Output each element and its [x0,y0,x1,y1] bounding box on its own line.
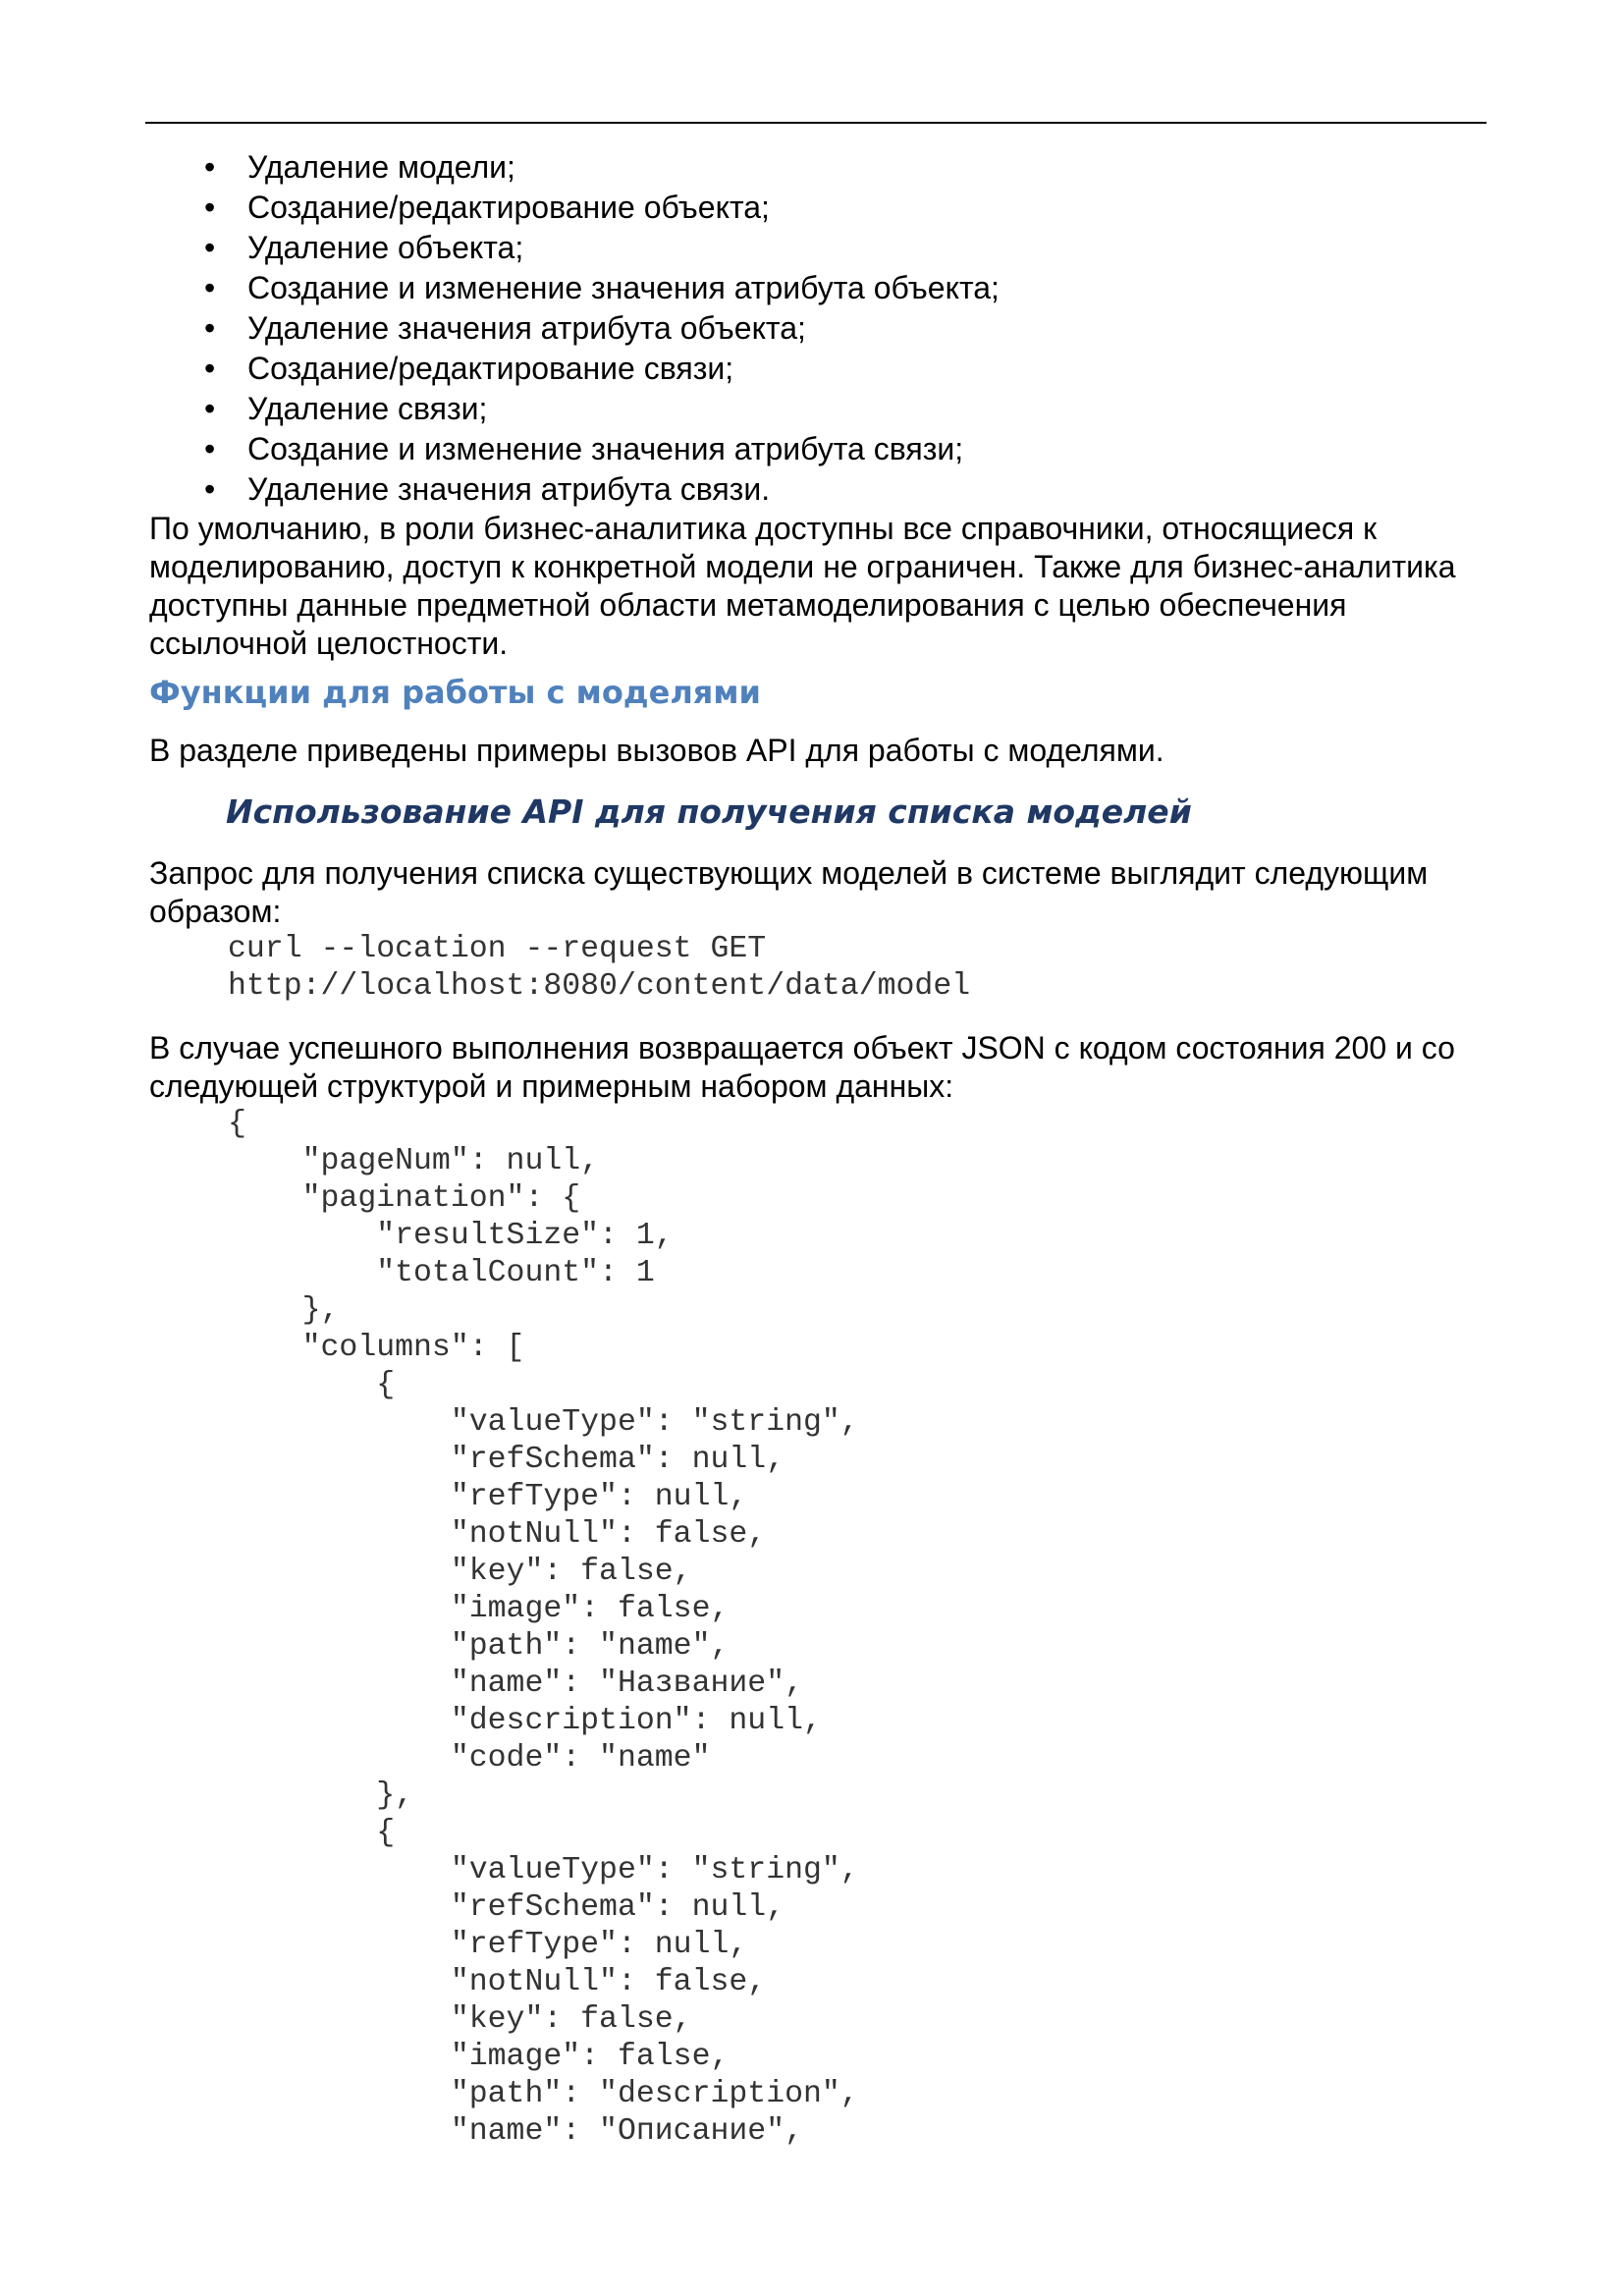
list-item: • Удаление значения атрибута связи. [149,469,1487,510]
list-item: • Создание/редактирование связи; [149,349,1487,389]
list-item: • Удаление объекта; [149,228,1487,268]
bullet-icon: • [204,351,216,386]
bullet-icon: • [204,391,216,426]
section-intro-paragraph: В разделе приведены примеры вызовов API для работы с моделями. [149,733,1164,768]
bullet-icon: • [204,310,216,346]
request-code-block: curl --location --request GET http://localhost:8080/content/data/model [228,932,971,1004]
list-item: • Создание и изменение значения атрибута объекта; [149,268,1487,308]
request-description-paragraph: Запрос для получения списка существующих моделей в системе выглядит следующим образом: [149,855,1429,929]
list-item: • Создание/редактирование объекта; [149,188,1487,228]
default-access-paragraph: По умолчанию, в роли бизнес-аналитика доступны все справочники, относящиеся к моделированию, доступ к конкретной модели не ограничен. Также для бизнес-аналитика доступны данные предметной области метамоделирования с целью обеспечения ссылочной целостности. [149,511,1456,661]
response-description-paragraph: В случае успешного выполнения возвращается объект JSON с кодом состояния 200 и со следующей структурой и примерным набором данных: [149,1030,1455,1104]
header-rule [145,122,1487,124]
bullet-icon: • [204,190,216,225]
page-content [149,147,1487,2151]
bullet-icon: • [204,230,216,265]
section-heading: Функции для работы с моделями [149,674,761,711]
list-item: • Удаление значения атрибута объекта; [149,308,1487,349]
permissions-list [149,147,1487,510]
list-item: • Удаление связи; [149,389,1487,429]
bullet-icon: • [204,431,216,466]
list-item: • Создание и изменение значения атрибута связи; [149,429,1487,469]
bullet-icon: • [204,149,216,185]
bullet-icon: • [204,471,216,507]
bullet-icon: • [204,270,216,305]
subsection-heading: Использование API для получения списка моделей [226,793,1192,831]
list-item: • Удаление модели; [149,147,1487,188]
response-json-code-block: { "pageNum": null, "pagination": { "resultSize": 1, "totalCount": 1 }, "columns": [ { "valueType": "string", "refSchema": null, "refType": null, "notNull": false, "key": false, "image": false, "path": "name", "name": "Название", "description": null, "code": "name" }, { "valueType": "string", "refSchema": null, "refType": null, "notNull": false, "key": false, "image": false, "path": "description", "name": "Описание", [228,1107,859,2149]
